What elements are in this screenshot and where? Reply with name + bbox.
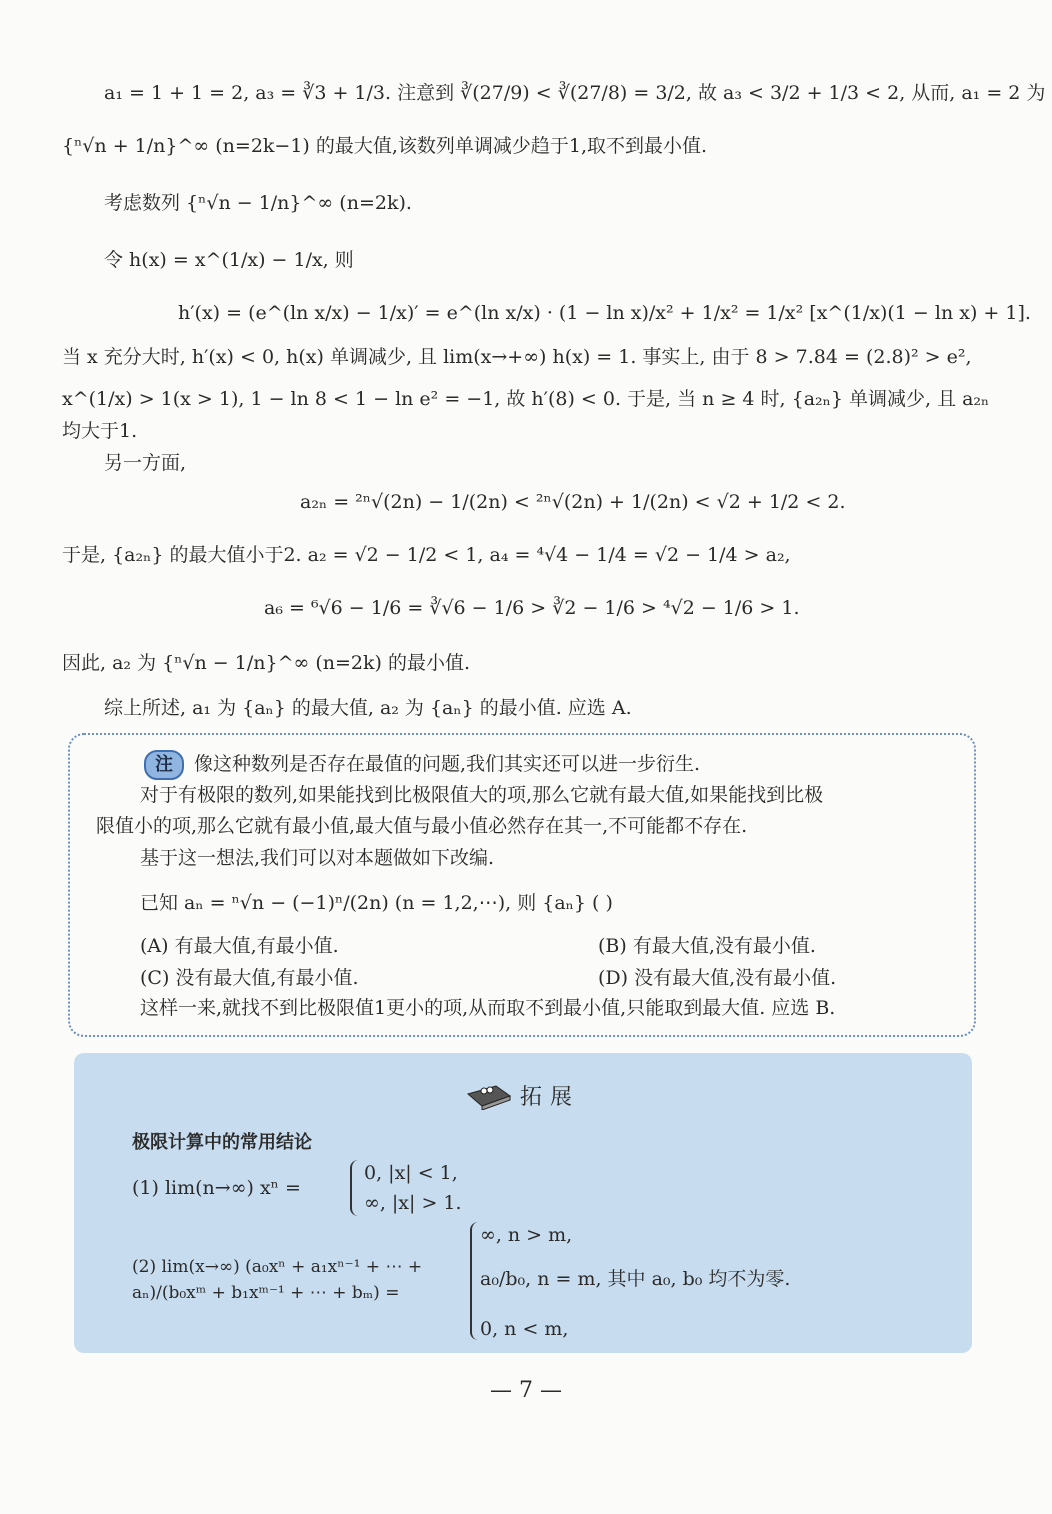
solution-line: 当 x 充分大时, h′(x) < 0, h(x) 单调减少, 且 lim(x→+∞) h(x) = 1. 事实上, 由于 8 > 7.84 = (2.8)² > e², [62,346,972,368]
page-number: — 7 — [490,1378,562,1403]
solution-line: 因此, a₂ 为 {ⁿ√n − 1/n}^∞ (n=2k) 的最小值. [62,652,471,674]
option-d: (D) 没有最大值,没有最小值. [598,967,837,989]
solution-line: 于是, {a₂ₙ} 的最大值小于2. a₂ = √2 − 1/2 < 1, a₄ = ⁴√4 − 1/4 = √2 − 1/4 > a₂, [62,544,791,566]
option-c: (C) 没有最大值,有最小值. [140,967,359,989]
option-b: (B) 有最大值,没有最小值. [598,935,816,957]
solution-line: {ⁿ√n + 1/n}^∞ (n=2k−1) 的最大值,该数列单调减少趋于1,取不到最小值. [62,135,708,157]
extension-title: 拓展 [520,1085,581,1110]
formula-1-label: (1) lim(n→∞) xⁿ = [132,1177,301,1199]
solution-formula: a₆ = ⁶√6 − 1/6 = ∛√6 − 1/6 > ∛2 − 1/6 > ⁴√2 − 1/6 > 1. [264,597,800,619]
note-line: 对于有极限的数列,如果能找到比极限值大的项,那么它就有最大值,如果能找到比极 [140,784,824,806]
extension-subtitle: 极限计算中的常用结论 [132,1132,312,1153]
solution-line: 均大于1. [62,420,138,442]
note-conclusion: 这样一来,就找不到比极限值1更小的项,从而取不到最小值,只能取到最大值. 应选 B. [140,997,836,1019]
note-line: 基于这一想法,我们可以对本题做如下改编. [140,847,495,869]
solution-formula: a₂ₙ = ²ⁿ√(2n) − 1/(2n) < ²ⁿ√(2n) + 1/(2n) < √2 + 1/2 < 2. [300,491,846,513]
brace [470,1222,480,1340]
formula-2-case: a₀/b₀, n = m, 其中 a₀, b₀ 均不为零. [480,1268,791,1290]
note-line: 限值小的项,那么它就有最小值,最大值与最小值必然存在其一,不可能都不存在. [96,815,748,837]
solution-line: 考虑数列 {ⁿ√n − 1/n}^∞ (n=2k). [104,192,412,214]
solution-line: 令 h(x) = x^(1/x) − 1/x, 则 [104,249,354,271]
formula-1-case: 0, |x| < 1, [364,1162,458,1184]
note-line [144,750,700,780]
solution-line: x^(1/x) > 1(x > 1), 1 − ln 8 < 1 − ln e² = −1, 故 h′(8) < 0. 于是, 当 n ≥ 4 时, {a₂ₙ} 单调减少, 且 a₂ₙ [62,388,990,410]
formula-2-case: ∞, n > m, [480,1224,573,1246]
brace [350,1160,360,1216]
formula-1-case: ∞, |x| > 1. [364,1192,462,1214]
note-question: 已知 aₙ = ⁿ√n − (−1)ⁿ/(2n) (n = 1,2,⋯), 则 {aₙ} ( ) [140,892,613,914]
derivative-formula: h′(x) = (e^(ln x/x) − 1/x)′ = e^(ln x/x) · (1 − ln x)/x² + 1/x² = 1/x² [x^(1/x)(1 − ln x) + 1]. [178,302,1031,324]
solution-line: a₁ = 1 + 1 = 2, a₃ = ∛3 + 1/3. 注意到 ∛(27/9) < ∛(27/8) = 3/2, 故 a₃ < 3/2 + 1/3 < 2, 从而, a₁ = 2 为 [104,82,1046,104]
solution-conclusion: 综上所述, a₁ 为 {aₙ} 的最大值, a₂ 为 {aₙ} 的最小值. 应选 A. [104,697,632,719]
note-text: 像这种数列是否存在最值的问题,我们其实还可以进一步衍生. [194,753,701,775]
book-icon [466,1082,512,1110]
formula-2-case: 0, n < m, [480,1318,569,1340]
formula-2-label: (2) lim(x→∞) (a₀xⁿ + a₁xⁿ⁻¹ + ⋯ + aₙ)/(b₀xᵐ + b₁xᵐ⁻¹ + ⋯ + bₘ) = [132,1257,423,1303]
solution-line: 另一方面, [104,452,187,474]
note-badge: 注 [144,750,184,780]
option-a: (A) 有最大值,有最小值. [140,935,339,957]
